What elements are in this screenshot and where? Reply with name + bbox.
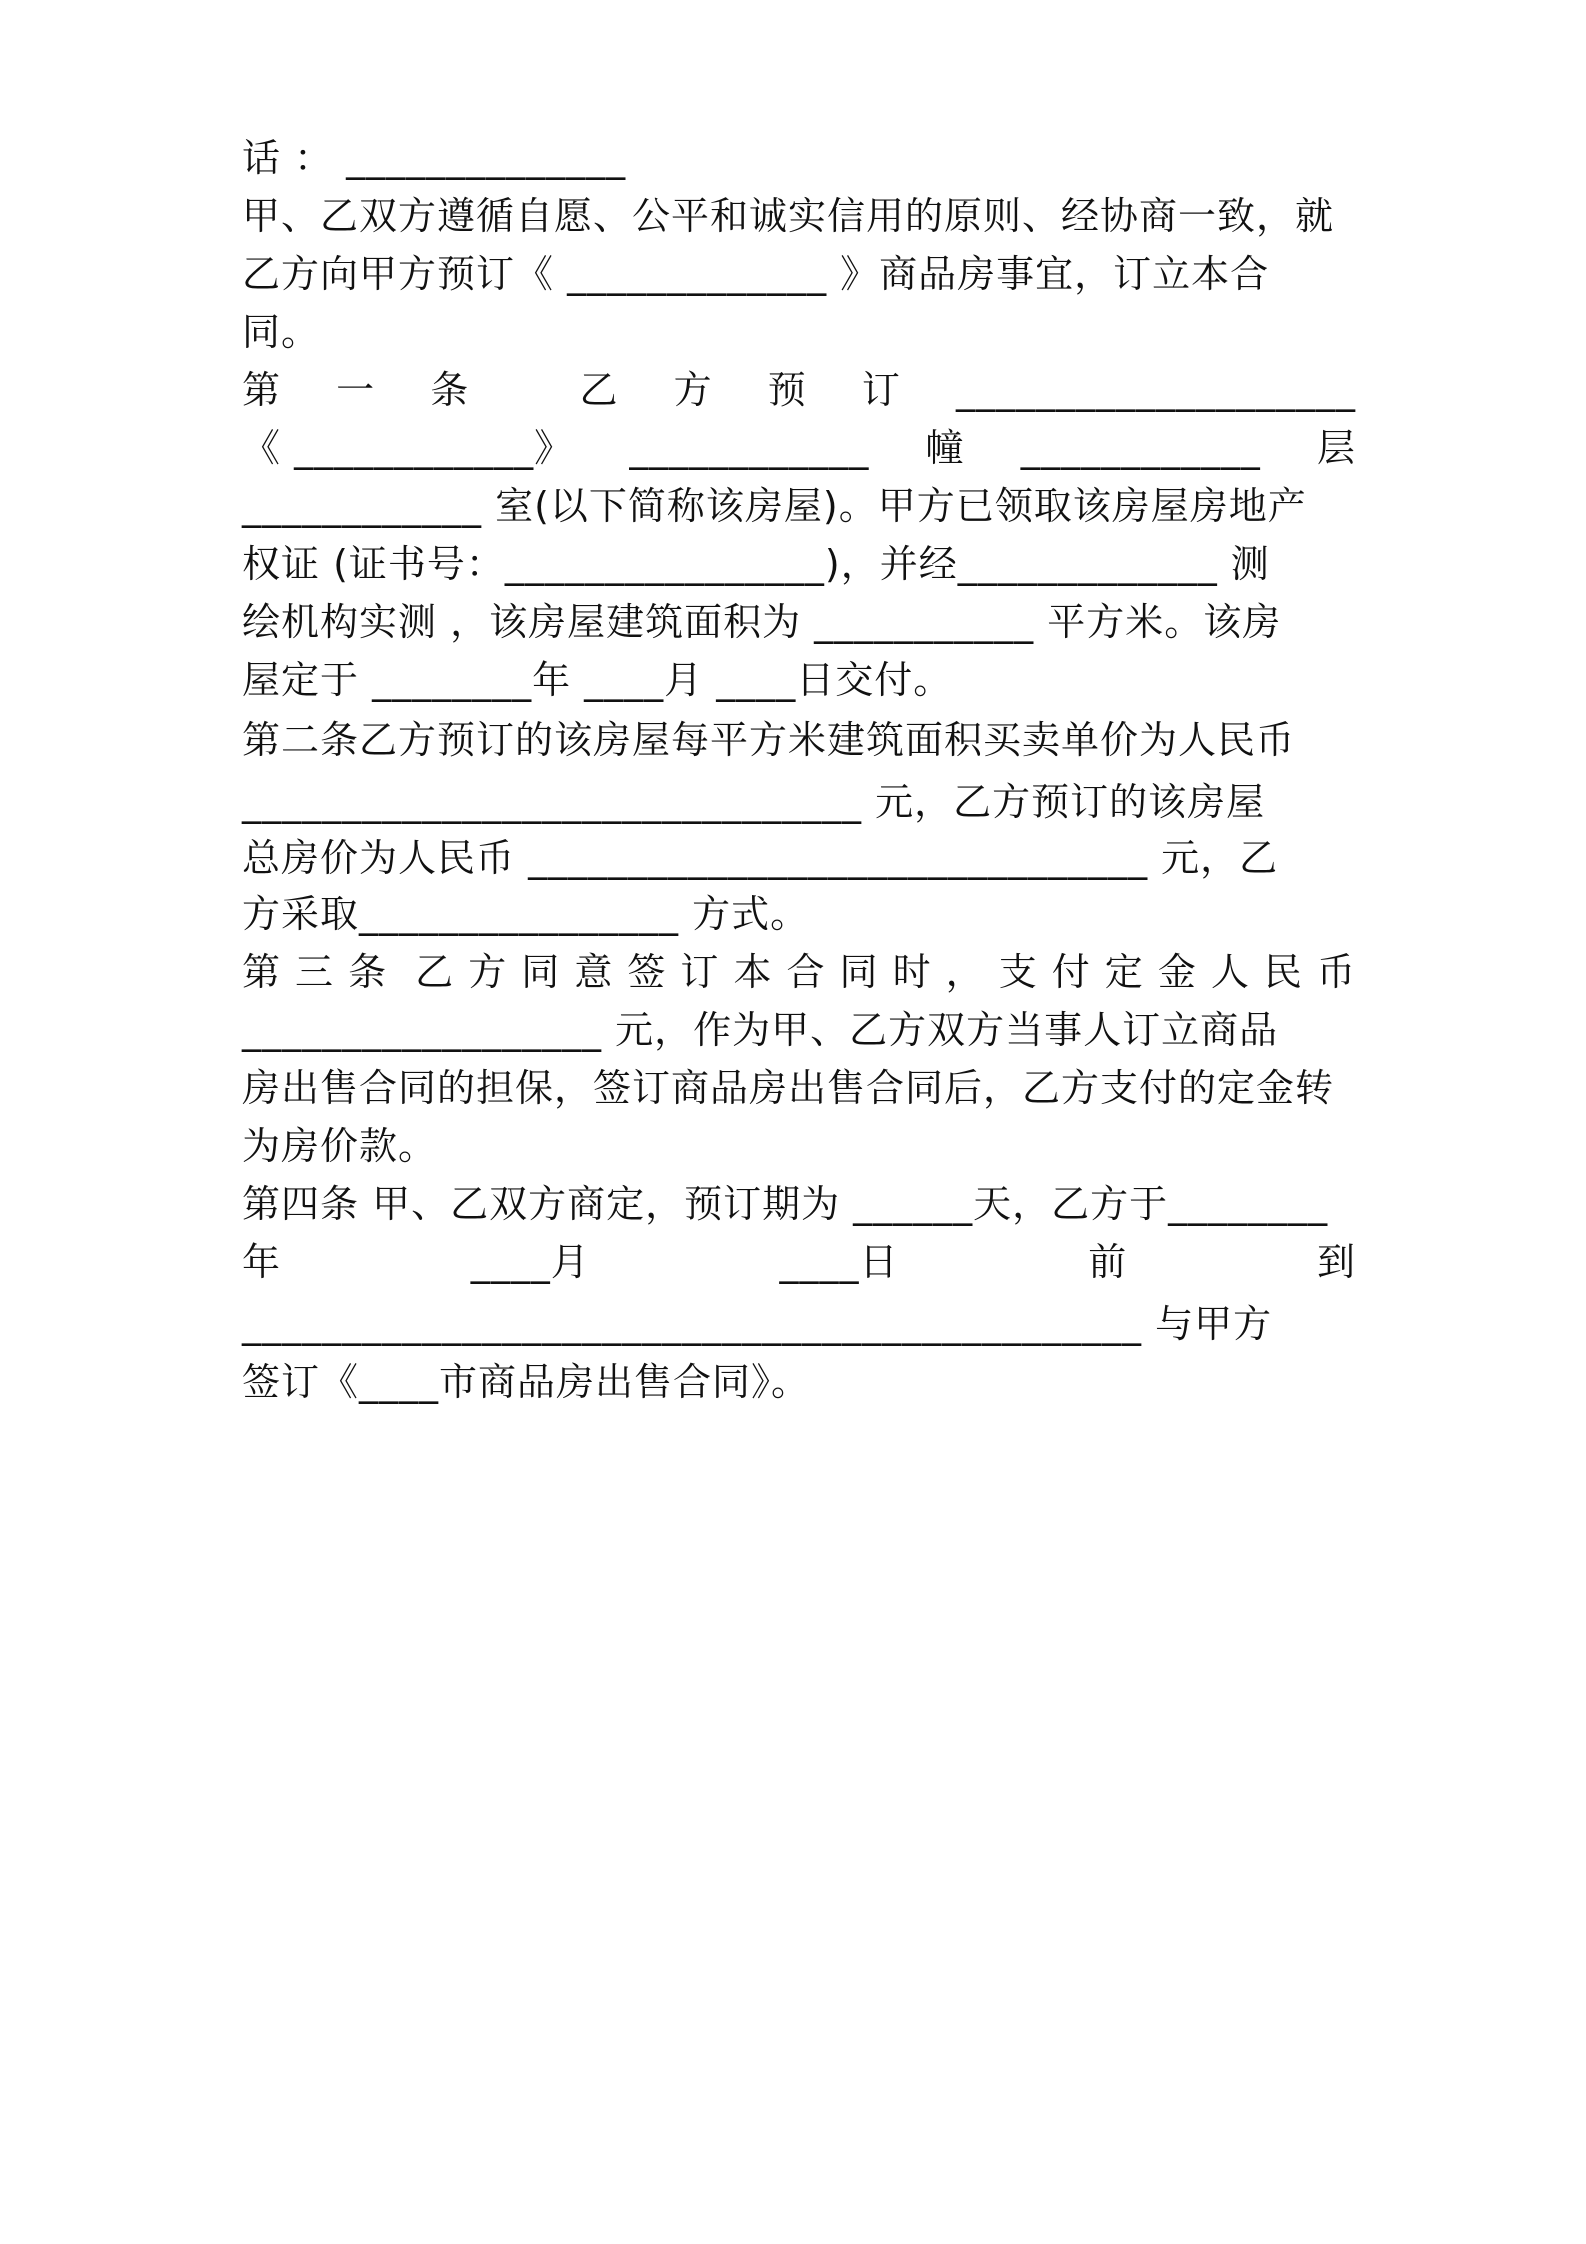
article-1-line-1 bbox=[242, 360, 1356, 420]
article-4-line-4: 签订《____市商品房出售合同》。 bbox=[242, 1360, 811, 1404]
text-segment: 预 bbox=[767, 368, 807, 412]
text-segment: 币 bbox=[1316, 950, 1356, 994]
text-segment: 第 bbox=[242, 368, 282, 412]
text-segment: 定 bbox=[1104, 950, 1144, 994]
phone-line: 话 ： ______________ bbox=[242, 136, 627, 180]
text-segment: 时 bbox=[892, 950, 932, 994]
text-segment: 年 bbox=[242, 1240, 282, 1284]
text-segment: 付 bbox=[1051, 950, 1091, 994]
article-4-line-2 bbox=[242, 1232, 1356, 1292]
article-1-line-2 bbox=[242, 418, 1356, 478]
article-3-line-1 bbox=[242, 942, 1356, 1002]
text-segment: 乙 bbox=[415, 950, 455, 994]
text-segment: 方 bbox=[468, 950, 508, 994]
text-segment: 人 bbox=[1210, 950, 1250, 994]
text-segment: 同 bbox=[839, 950, 879, 994]
article-4-line-1: 第四条 甲、乙双方商定，预订期为 ______天，乙方于________ bbox=[242, 1182, 1329, 1226]
text-segment: 合 bbox=[786, 950, 826, 994]
article-2-line-4: 方采取________________ 方式。 bbox=[242, 892, 810, 936]
article-4-line-3: _____________________________________________ 与甲方 bbox=[242, 1302, 1273, 1346]
text-segment: 条 bbox=[430, 368, 470, 412]
blank-field: ____日 bbox=[779, 1240, 899, 1284]
article-2-line-1: 第二条乙方预订的该房屋每平方米建筑面积买卖单价为人民币 bbox=[242, 718, 1296, 762]
article-3-line-2: __________________ 元，作为甲、乙方双方当事人订立商品 bbox=[242, 1008, 1279, 1052]
text-segment: 幢 bbox=[925, 426, 965, 470]
text-segment: ， bbox=[945, 950, 985, 994]
text-segment: 到 bbox=[1316, 1240, 1356, 1284]
preamble-line-3: 同。 bbox=[242, 310, 321, 354]
blank-field: ____________ bbox=[629, 426, 870, 470]
blank-field: ____月 bbox=[470, 1240, 590, 1284]
text-segment: 三 bbox=[295, 950, 335, 994]
blank-field: ____________________ bbox=[955, 368, 1356, 412]
text-segment: 订 bbox=[680, 950, 720, 994]
text-segment: 方 bbox=[673, 368, 713, 412]
text-segment: 层 bbox=[1316, 426, 1356, 470]
blank-field: ____________ bbox=[1020, 426, 1261, 470]
text-segment: 本 bbox=[733, 950, 773, 994]
article-1-line-6: 屋定于 ________年 ____月 ____日交付。 bbox=[242, 658, 953, 702]
text-segment: 订 bbox=[861, 368, 901, 412]
text-segment: 意 bbox=[574, 950, 614, 994]
text-segment: 前 bbox=[1088, 1240, 1128, 1284]
article-3-line-4: 为房价款。 bbox=[242, 1124, 438, 1168]
text-segment: 签 bbox=[627, 950, 667, 994]
text-segment: 第 bbox=[242, 950, 282, 994]
preamble-line-1: 甲、乙双方遵循自愿、公平和诚实信用的原则、经协商一致，就 bbox=[242, 194, 1335, 238]
article-1-line-5: 绘机构实测 ，该房屋建筑面积为 ___________ 平方米。该房 bbox=[242, 600, 1282, 644]
text-segment: 同 bbox=[521, 950, 561, 994]
preamble-line-2: 乙方向甲方预订《 _____________ 》商品房事宜，订立本合 bbox=[242, 252, 1270, 296]
text-segment: 民 bbox=[1263, 950, 1303, 994]
article-1-line-3: ____________ 室(以下简称该房屋)。甲方已领取该房屋房地产 bbox=[242, 484, 1307, 528]
text-segment: 《 ____________》 bbox=[242, 426, 574, 470]
text-segment: 金 bbox=[1157, 950, 1197, 994]
article-3-line-3: 房出售合同的担保，签订商品房出售合同后，乙方支付的定金转 bbox=[242, 1066, 1335, 1110]
article-2-line-3: 总房价为人民币 _______________________________ 元，乙 bbox=[242, 836, 1279, 880]
text-segment: 支 bbox=[998, 950, 1038, 994]
text-segment: 乙 bbox=[579, 368, 619, 412]
text-segment: 条 bbox=[348, 950, 388, 994]
article-1-line-4: 权证 (证书号：________________)，并经_____________ 测 bbox=[242, 542, 1270, 586]
article-2-line-2: _______________________________ 元，乙方预订的该房屋 bbox=[242, 780, 1266, 824]
text-segment: 一 bbox=[336, 368, 376, 412]
